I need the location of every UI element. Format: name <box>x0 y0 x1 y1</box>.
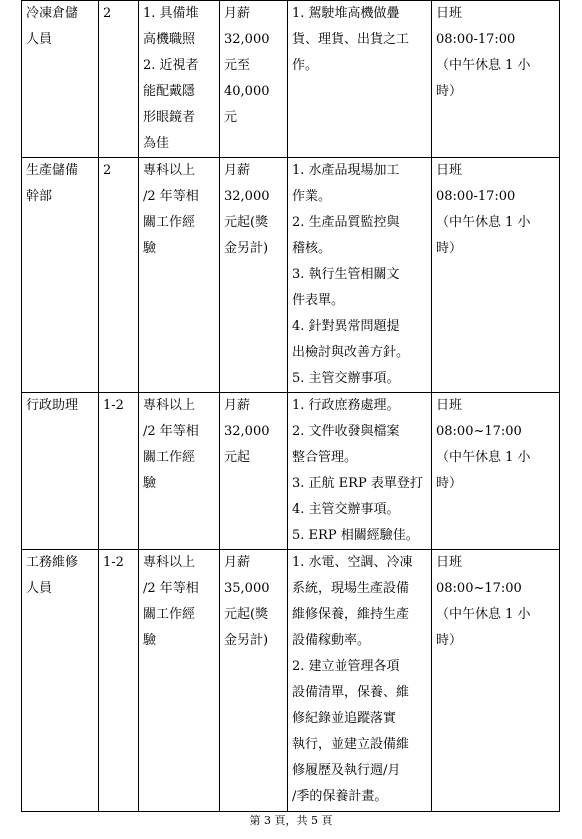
shift-line: 08:00~17:00 <box>436 424 522 439</box>
requirements-line: 高機職照 <box>143 32 196 47</box>
duties-line: 系統，現場生產設備 <box>292 581 410 596</box>
shift-line: 時） <box>436 633 463 648</box>
duties-line: 稽核。 <box>292 241 332 256</box>
duties-line: /季的保養計畫。 <box>292 789 388 804</box>
shift-line: 日班 <box>436 555 463 570</box>
job-row <box>22 550 560 812</box>
duties-line: 作。 <box>292 58 319 73</box>
job-title-cell <box>22 1 99 158</box>
salary-line: 金另計) <box>224 633 269 648</box>
requirements-line: /2 年等相 <box>143 424 199 439</box>
shift-line: 日班 <box>436 398 463 413</box>
job-row <box>22 393 560 550</box>
duties-cell <box>288 1 432 158</box>
duties-line: 作業。 <box>292 189 332 204</box>
requirements-cell <box>139 393 220 550</box>
salary-line: 月薪 <box>224 398 251 413</box>
shift-line: （中午休息 1 小 <box>436 215 531 230</box>
duties-line: 整合管理。 <box>292 450 358 465</box>
job-row <box>22 1 560 158</box>
requirements-line: 專科以上 <box>143 555 196 570</box>
job-title-cell <box>22 550 99 812</box>
headcount-cell <box>99 158 139 393</box>
salary-cell <box>220 550 288 812</box>
duties-line: 5. 主管交辦事項。 <box>292 371 400 386</box>
salary-line: 32,000 <box>224 189 270 204</box>
duties-line: 出檢討與改善方針。 <box>292 345 410 360</box>
job-title-cell <box>22 158 99 393</box>
shift-line: 時） <box>436 476 463 491</box>
job-title-line: 冷凍倉儲 <box>26 6 79 21</box>
job-row <box>22 158 560 393</box>
duties-line: 執行，並建立設備維 <box>292 737 410 752</box>
salary-line: 元至 <box>224 58 251 73</box>
headcount-line: 1-2 <box>103 555 124 570</box>
requirements-line: 1. 具備堆 <box>143 6 199 21</box>
duties-line: 設備清單，保養、維 <box>292 685 410 700</box>
headcount-cell <box>99 393 139 550</box>
duties-line: 修紀錄並追蹤落實 <box>292 711 397 726</box>
headcount-line: 1-2 <box>103 398 124 413</box>
job-title-line: 行政助理 <box>26 398 79 413</box>
duties-line: 4. 主管交辦事項。 <box>292 502 400 517</box>
salary-cell <box>220 158 288 393</box>
job-title-line: 幹部 <box>26 189 53 204</box>
duties-line: 1. 水電、空調、冷凍 <box>292 555 413 570</box>
duties-line: 3. 執行生管相關文 <box>292 267 400 282</box>
duties-line: 2. 建立並管理各項 <box>292 659 400 674</box>
duties-line: 1. 行政庶務處理。 <box>292 398 400 413</box>
duties-line: 2. 生產品質監控與 <box>292 215 400 230</box>
shift-cell <box>432 1 560 158</box>
shift-cell <box>432 550 560 812</box>
shift-line: （中午休息 1 小 <box>436 450 531 465</box>
duties-line: 4. 針對異常問題提 <box>292 319 400 334</box>
shift-line: （中午休息 1 小 <box>436 607 531 622</box>
job-table <box>21 0 560 812</box>
requirements-line: 關工作經 <box>143 450 196 465</box>
shift-cell <box>432 158 560 393</box>
requirements-line: /2 年等相 <box>143 189 199 204</box>
duties-cell <box>288 550 432 812</box>
requirements-line: 專科以上 <box>143 398 196 413</box>
duties-cell <box>288 393 432 550</box>
shift-line: 時） <box>436 84 463 99</box>
job-title-line: 人員 <box>26 32 53 47</box>
page-footer: 第 3 頁，共 5 頁 <box>249 814 333 827</box>
requirements-cell <box>139 158 220 393</box>
duties-line: 3. 正航 ERP 表單登打 <box>292 476 423 491</box>
requirements-line: /2 年等相 <box>143 581 199 596</box>
job-title-cell <box>22 393 99 550</box>
salary-line: 元 <box>224 110 238 125</box>
requirements-line: 專科以上 <box>143 163 196 178</box>
headcount-cell <box>99 1 139 158</box>
duties-line: 件表單。 <box>292 293 345 308</box>
duties-line: 貨、理貨、出貨之工 <box>292 32 410 47</box>
requirements-line: 關工作經 <box>143 215 196 230</box>
salary-line: 金另計) <box>224 241 269 256</box>
shift-line: 日班 <box>436 6 463 21</box>
duties-line: 設備稼動率。 <box>292 633 371 648</box>
job-title-line: 工務維修 <box>26 555 79 570</box>
salary-line: 元起(獎 <box>224 215 269 230</box>
duties-line: 維修保養，維持生產 <box>292 607 410 622</box>
salary-line: 元起 <box>224 450 251 465</box>
duties-line: 2. 文件收發與檔案 <box>292 424 400 439</box>
shift-cell <box>432 393 560 550</box>
requirements-line: 2. 近視者 <box>143 58 199 73</box>
job-title-line: 人員 <box>26 581 53 596</box>
shift-line: 08:00~17:00 <box>436 581 522 596</box>
requirements-line: 關工作經 <box>143 607 196 622</box>
duties-cell <box>288 158 432 393</box>
shift-line: 08:00-17:00 <box>436 189 516 204</box>
salary-line: 月薪 <box>224 6 251 21</box>
requirements-line: 為佳 <box>143 136 170 151</box>
salary-line: 40,000 <box>224 84 270 99</box>
requirements-line: 形眼鏡者 <box>143 110 196 125</box>
shift-line: 日班 <box>436 163 463 178</box>
salary-cell <box>220 393 288 550</box>
requirements-line: 驗 <box>143 476 157 491</box>
salary-line: 元起(獎 <box>224 607 269 622</box>
job-table-body <box>22 1 560 812</box>
salary-line: 32,000 <box>224 32 270 47</box>
requirements-line: 能配戴隱 <box>143 84 196 99</box>
shift-line: （中午休息 1 小 <box>436 58 531 73</box>
salary-line: 月薪 <box>224 555 251 570</box>
salary-line: 32,000 <box>224 424 270 439</box>
requirements-line: 驗 <box>143 633 157 648</box>
salary-line: 月薪 <box>224 163 251 178</box>
job-title-line: 生產儲備 <box>26 163 79 178</box>
shift-line: 08:00-17:00 <box>436 32 516 47</box>
requirements-line: 驗 <box>143 241 157 256</box>
headcount-cell <box>99 550 139 812</box>
headcount-line: 2 <box>103 6 112 21</box>
salary-cell <box>220 1 288 158</box>
duties-line: 1. 水產品現場加工 <box>292 163 400 178</box>
duties-line: 修履歷及執行週/月 <box>292 763 401 778</box>
headcount-line: 2 <box>103 163 112 178</box>
duties-line: 1. 駕駛堆高機做疊 <box>292 6 400 21</box>
duties-line: 5. ERP 相關經驗佳。 <box>292 528 419 543</box>
requirements-cell <box>139 550 220 812</box>
requirements-cell <box>139 1 220 158</box>
salary-line: 35,000 <box>224 581 270 596</box>
shift-line: 時） <box>436 241 463 256</box>
